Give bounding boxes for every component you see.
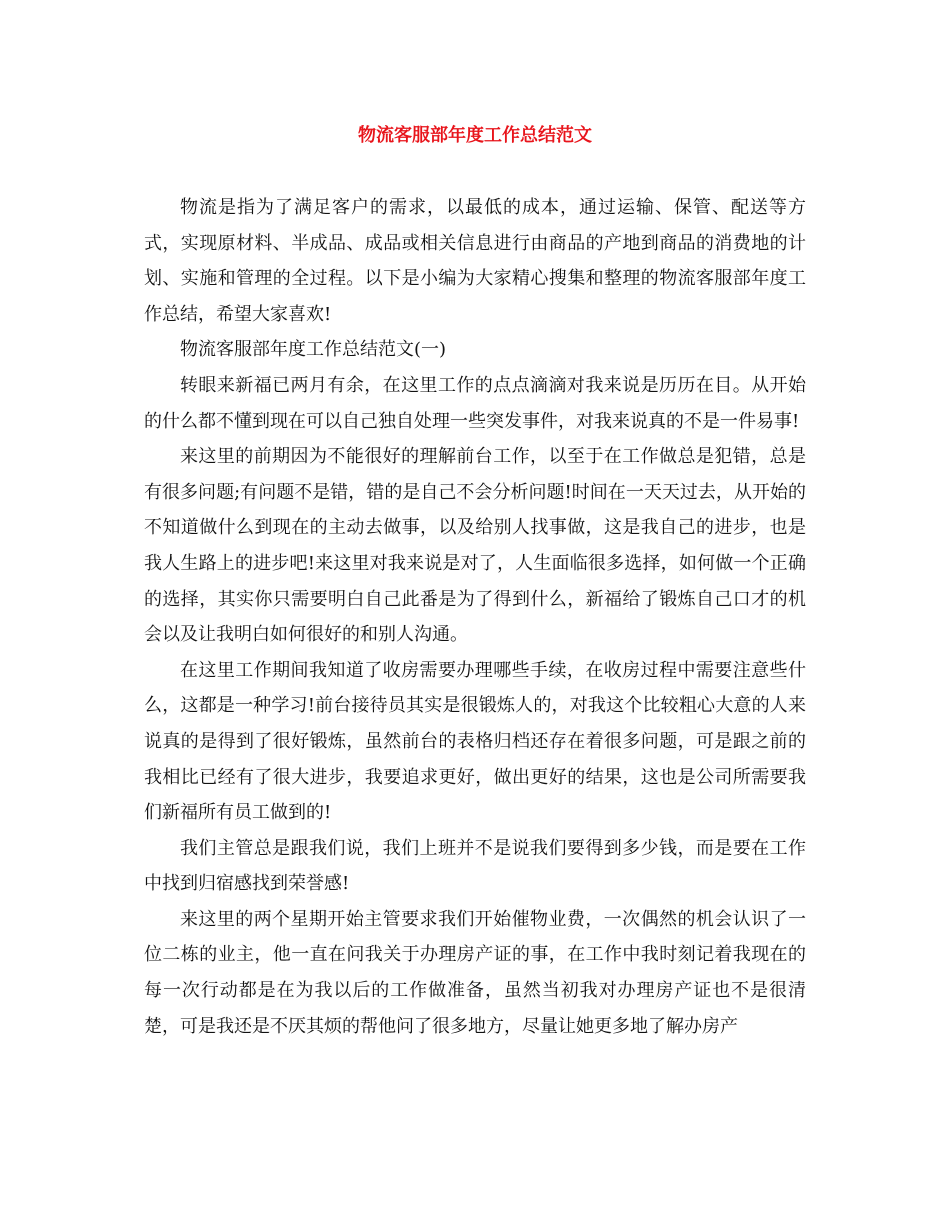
document-title: 物流客服部年度工作总结范文 (358, 125, 592, 146)
paragraph: 来这里的两个星期开始主管要求我们开始催物业费，一次偶然的机会认识了一位二栋的业主，他一直在问我关于办理房产证的事，在工作中我时刻记着我现在的每一次行动都是在为我以后的工作做准备，虽然当初我对办理房产证也不是很清楚，可是我还是不厌其烦的帮他问了很多地方，尽量让她更多地了解办房产 (144, 908, 806, 1037)
section-heading: 物流客服部年度工作总结范文(一) (180, 339, 447, 361)
paragraph: 转眼来新福已两月有余，在这里工作的点点滴滴对我来说是历历在目。从开始的什么都不懂到现在可以自己独自处理一些突发事件，对我来说真的不是一件易事! (144, 374, 806, 432)
paragraph: 我们主管总是跟我们说，我们上班并不是说我们要得到多少钱，而是要在工作中找到归宿感找到荣誉感! (144, 837, 806, 895)
paragraph: 在这里工作期间我知道了收房需要办理哪些手续，在收房过程中需要注意些什么，这都是一种学习!前台接待员其实是很锻炼人的，对我这个比较粗心大意的人来说真的是得到了很好锻炼，虽然前台的表格归档还存在着很多问题，可是跟之前的我相比已经有了很大进步，我要追求更好，做出更好的结果，这也是公司所需要我们新福所有员工做到的! (144, 659, 806, 824)
paragraph: 来这里的前期因为不能很好的理解前台工作，以至于在工作做总是犯错，总是有很多问题;有问题不是错，错的是自己不会分析问题!时间在一天天过去，从开始的不知道做什么到现在的主动去做事，以及给别人找事做，这是我自己的进步，也是我人生路上的进步吧!来这里对我来说是对了，人生面临很多选择，如何做一个正确的选择，其实你只需要明白自己此番是为了得到什么，新福给了锻炼自己口才的机会以及让我明白如何很好的和别人沟通。 (144, 446, 806, 646)
paragraph-intro: 物流是指为了满足客户的需求，以最低的成本，通过运输、保管、配送等方式，实现原材料、半成品、成品或相关信息进行由商品的产地到商品的消费地的计划、实施和管理的全过程。以下是小编为大家精心搜集和整理的物流客服部年度工作总结，希望大家喜欢! (144, 197, 806, 325)
document-body (144, 190, 806, 1044)
